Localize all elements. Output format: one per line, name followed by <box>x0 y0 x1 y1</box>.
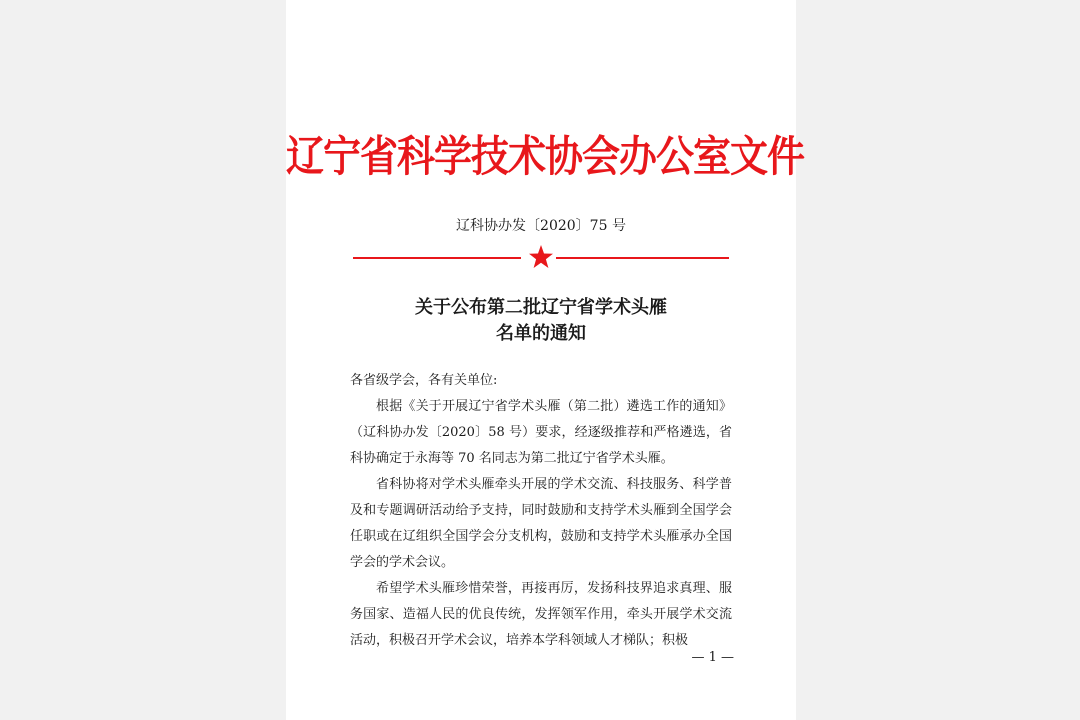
body-paragraph: 根据《关于开展辽宁省学术头雁（第二批）遴选工作的通知》（辽科协办发〔2020〕58 号）要求，经逐级推荐和严格遴选，省科协确定于永海等 70 名同志为第二批辽宁省学术头雁。 <box>350 399 732 466</box>
notice-title-line1: 关于公布第二批辽宁省学术头雁 <box>415 297 667 318</box>
red-divider <box>353 244 729 272</box>
divider-line-left <box>353 257 521 259</box>
notice-title <box>286 295 796 347</box>
star-icon <box>528 244 554 270</box>
divider-line-right <box>556 257 729 259</box>
document-number: 辽科协办发〔2020〕75 号 <box>456 218 626 234</box>
header-title: 辽宁省科学技术协会办公室文件 <box>286 131 805 182</box>
document-page <box>286 0 805 720</box>
page-number: — 1 — <box>691 650 734 665</box>
salutation: 各省级学会，各有关单位: <box>350 373 498 388</box>
body-paragraph: 省科协将对学术头雁牵头开展的学术交流、科技服务、科学普及和专题调研活动给予支持，同时鼓励和支持学术头雁到全国学会任职或在辽组织全国学会分支机构，鼓励和支持学术头雁承办全国学会的学术会议。 <box>350 477 732 570</box>
body-paragraph: 希望学术头雁珍惜荣誉，再接再厉，发扬科技界追求真理、服务国家、造福人民的优良传统，发挥领军作用，牵头开展学术交流活动，积极召开学术会议，培养本学科领域人才梯队；积极 <box>350 581 732 648</box>
notice-title-line2: 名单的通知 <box>496 323 586 344</box>
document-body <box>350 368 732 654</box>
